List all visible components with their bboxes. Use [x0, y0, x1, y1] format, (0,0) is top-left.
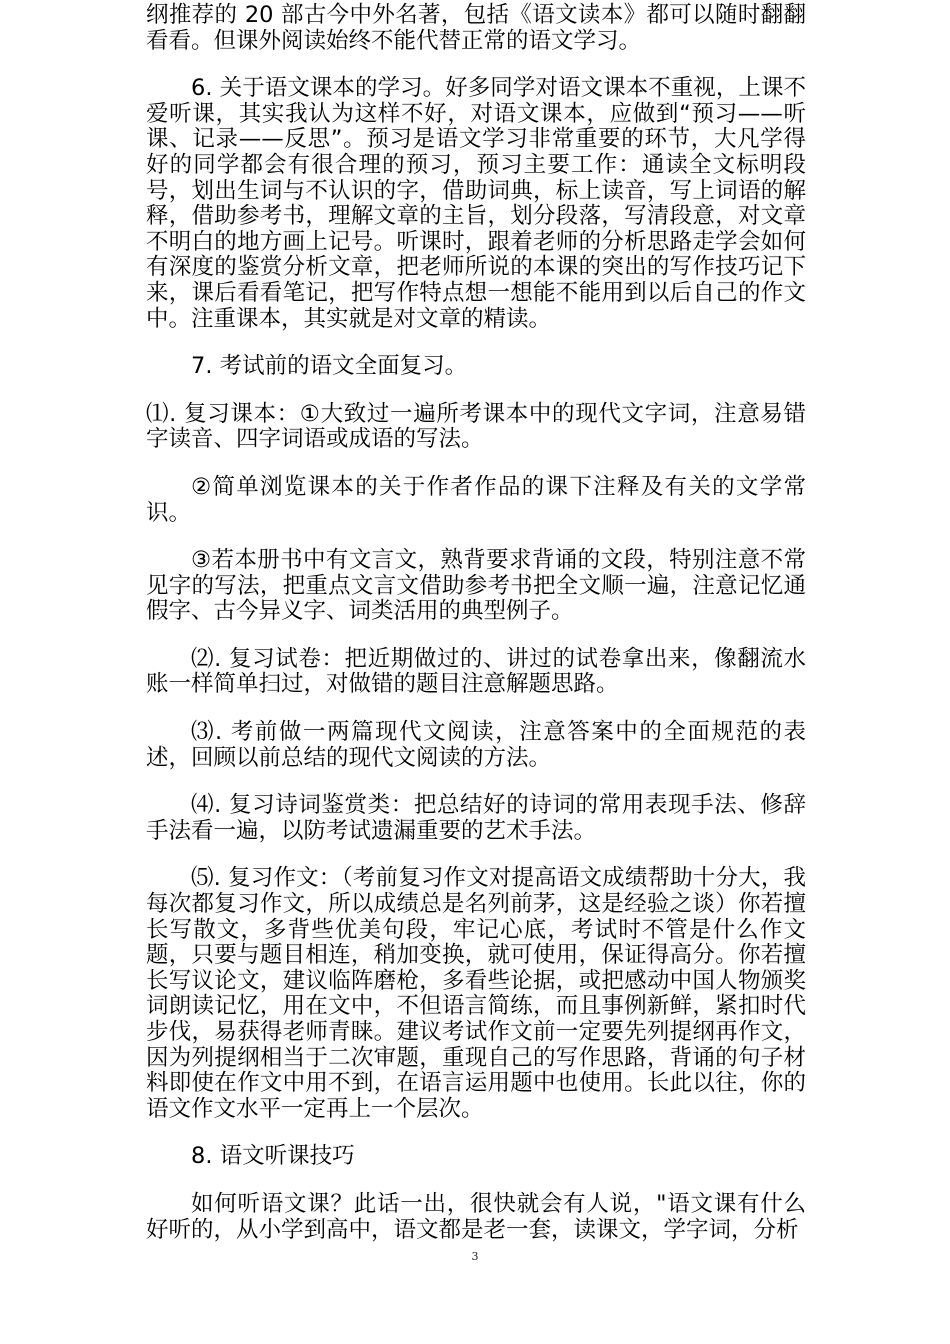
- paragraph-how-to-listen: 如何听语文课？此话一出，很快就会有人说，"语文课有什么好听的，从小学到高中，语文都是老一套，读课文，学字词，分析: [146, 1190, 806, 1243]
- paragraph-reading-intro: 纲推荐的 20 部古今中外名著，包括《语文读本》都可以随时翻翻看看。但课外阅读始终不能代替正常的语文学习。: [146, 2, 806, 54]
- paragraph-modern-reading: ⑶. 考前做一两篇现代文阅读，注意答案中的全面规范的表述，回顾以前总结的现代文阅读的方法。: [146, 719, 806, 771]
- paragraph-textbook-study: 6. 关于语文课本的学习。好多同学对语文课本不重视，上课不爱听课，其实我认为这样不好，对语文课本，应做到“预习——听课、记录——反思”。预习是语文学习非常重要的环节，大凡学得好的同学都会有很合理的预习，预习主要工作：通读全文标明段号，划出生词与不认识的字，借助词典，标上读音，写上词语的解释，借助参考书，理解文章的主旨，划分段落，写清段意，对文章不明白的地方画上记号。听课时，跟着老师的分析思路走学会如何有深度的鉴赏分析文章，把老师所说的本课的突出的写作技巧记下来，课后看看笔记，把写作特点想一想能不能用到以后自己的作文中。注重课本，其实就是对文章的精读。: [146, 75, 806, 332]
- section-heading-listening-skills: 8. 语文听课技巧: [191, 1143, 355, 1170]
- section-heading-exam-review: 7. 考试前的语文全面复习。: [191, 353, 468, 380]
- paragraph-poetry-review: ⑷. 复习诗词鉴赏类：把总结好的诗词的常用表现手法、修辞手法看一遍，以防考试遗漏重要的艺术手法。: [146, 792, 806, 844]
- paragraph-review-textbook: ⑴. 复习课本：①大致过一遍所考课本中的现代文字词，注意易错字读音、四字词语或成语的写法。: [146, 400, 806, 453]
- paragraph-essay-review: ⑸. 复习作文：（考前复习作文对提高语文成绩帮助十分大，我每次都复习作文，所以成绩总是名列前茅，这是经验之谈）你若擅长写散文，多背些优美句段，牢记心底，考试时不管是什么作文题，只要与题目相连，稍加变换，就可使用，保证得高分。你若擅长写议论文，建议临阵磨枪，多看些论据，或把感动中国人物颁奖词朗读记忆，用在文中，不但语言简练，而且事例新鲜，紧扣时代步伐，易获得老师青睐。建议考试作文前一定要先列提纲再作文，因为列提纲相当于二次审题，重现自己的写作思路，背诵的句子材料即使在作文中用不到，在语言运用题中也使用。长此以往，你的语文作文水平一定再上一个层次。: [146, 865, 806, 1122]
- paragraph-review-annotations: ②简单浏览课本的关于作者作品的课下注释及有关的文学常识。: [146, 473, 806, 526]
- paragraph-review-classical: ③若本册书中有文言文，熟背要求背诵的文段，特别注意不常见字的写法，把重点文言文借助参考书把全文顺一遍，注意记忆通假字、古今异义字、词类活用的典型例子。: [146, 547, 806, 625]
- paragraph-review-exam-papers: ⑵. 复习试卷：把近期做过的、讲过的试卷拿出来，像翻流水账一样简单扫过，对做错的题目注意解题思路。: [146, 645, 806, 698]
- document-body: [146, 0, 806, 1243]
- page-number: 3: [471, 1250, 479, 1263]
